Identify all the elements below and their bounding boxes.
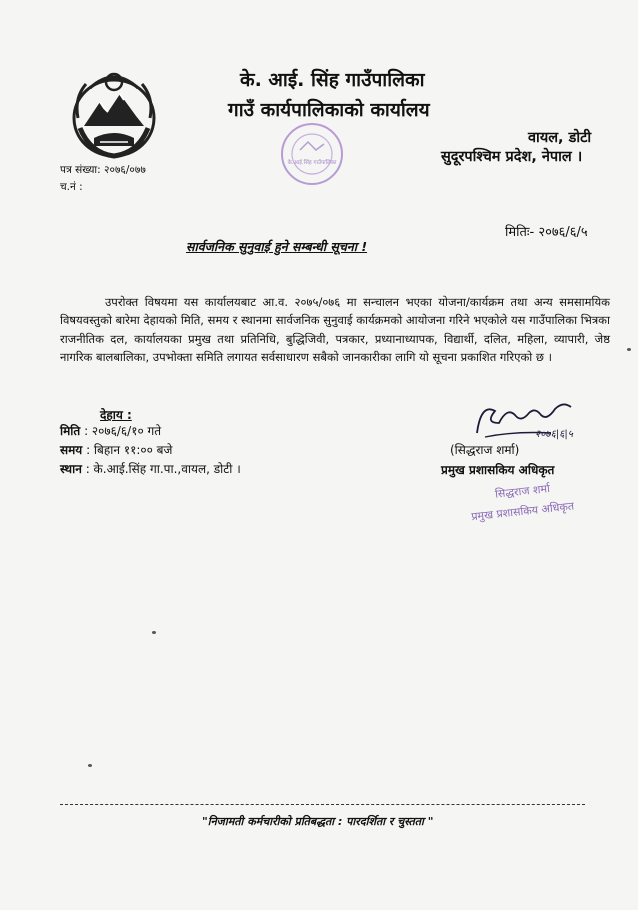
detail-time-value: : बिहान ११:०० बजे [86, 443, 173, 457]
letter-number: पत्र संख्या: २०७६/०७७ [60, 164, 146, 176]
detail-date-label: मिति [60, 424, 81, 438]
signatory-title: प्रमुख प्रशासकिय अधिकृत [441, 463, 555, 477]
handwritten-signature [455, 393, 605, 445]
details-heading: देहाय : [100, 408, 132, 422]
dispatch-number: च.नं : [60, 181, 83, 193]
footer-motto: "निजामती कर्मचारीको प्रतिबद्धता : पारदर्शिता र चुस्तता " [202, 815, 434, 828]
detail-date-row [60, 422, 161, 439]
detail-place-label: स्थान [60, 462, 82, 476]
stamp-name: सिद्धराज शर्मा [494, 482, 551, 501]
scan-speck [88, 764, 92, 767]
signature-date: २०७६|६|५ [535, 429, 573, 440]
location-line-2: सुदूरपश्चिम प्रदेश, नेपाल । [441, 149, 583, 165]
officer-name-stamp [466, 478, 596, 524]
signatory-name: (सिद्धराज शर्मा) [450, 443, 520, 457]
notice-body: उपरोक्त विषयमा यस कार्यालयबाट आ.व. २०७५/०७६ मा सन्चालन भएका योजना/कार्यक्रम तथा अन्य समसामयिक विषयवस्तुको बारेमा देहायको मिति, समय र स्थानमा सार्वजनिक सुनुवाई कार्यक्रमको आयोजना गरिने भएकोले यस गाउँपालिका भित्रका राजनीतिक दल, कार्यालयका प्रमुख तथा प्रतिनिधि, बुद्धिजिवी, पत्रकार, प्रध्यानाध्यापक, विद्यार्थी, दलित, महिला, व्यापारी, जेष्ठ नागरिक बालबालिका, उपभोक्ता समिति लगायत सर्वसाधारण सबैको जानकारीका लागि यो सूचना प्रकाशित गरिएको छ । [60, 295, 610, 364]
letter-date: मितिः- २०७६/६/५ [505, 225, 588, 240]
detail-time-row [60, 441, 172, 458]
office-name: के. आई. सिंह गाउँपालिका [240, 69, 425, 91]
stamp-title: प्रमुख प्रशासकिय अधिकृत [470, 499, 575, 524]
scan-speck [152, 631, 156, 634]
footer-divider [60, 804, 585, 805]
detail-place-value: : के.आई.सिंह गा.पा.,वायल, डोटी । [85, 462, 241, 476]
scan-speck [627, 348, 631, 351]
nepal-emblem-logo [70, 68, 158, 160]
detail-time-label: समय [60, 443, 83, 457]
detail-place-row [60, 460, 241, 477]
office-round-stamp [278, 120, 346, 188]
location-line-1: वायल, डोटी [528, 130, 592, 146]
office-subtitle: गाउँ कार्यपालिकाको कार्यालय [228, 99, 430, 121]
notice-subject: सार्वजनिक सुनुवाई हुने सम्बन्धी सूचना ! [186, 239, 368, 254]
detail-date-value: : २०७६/६/१० गते [84, 424, 162, 438]
round-stamp-text: के.आई.सिंह गाउँपालिका [287, 160, 337, 166]
